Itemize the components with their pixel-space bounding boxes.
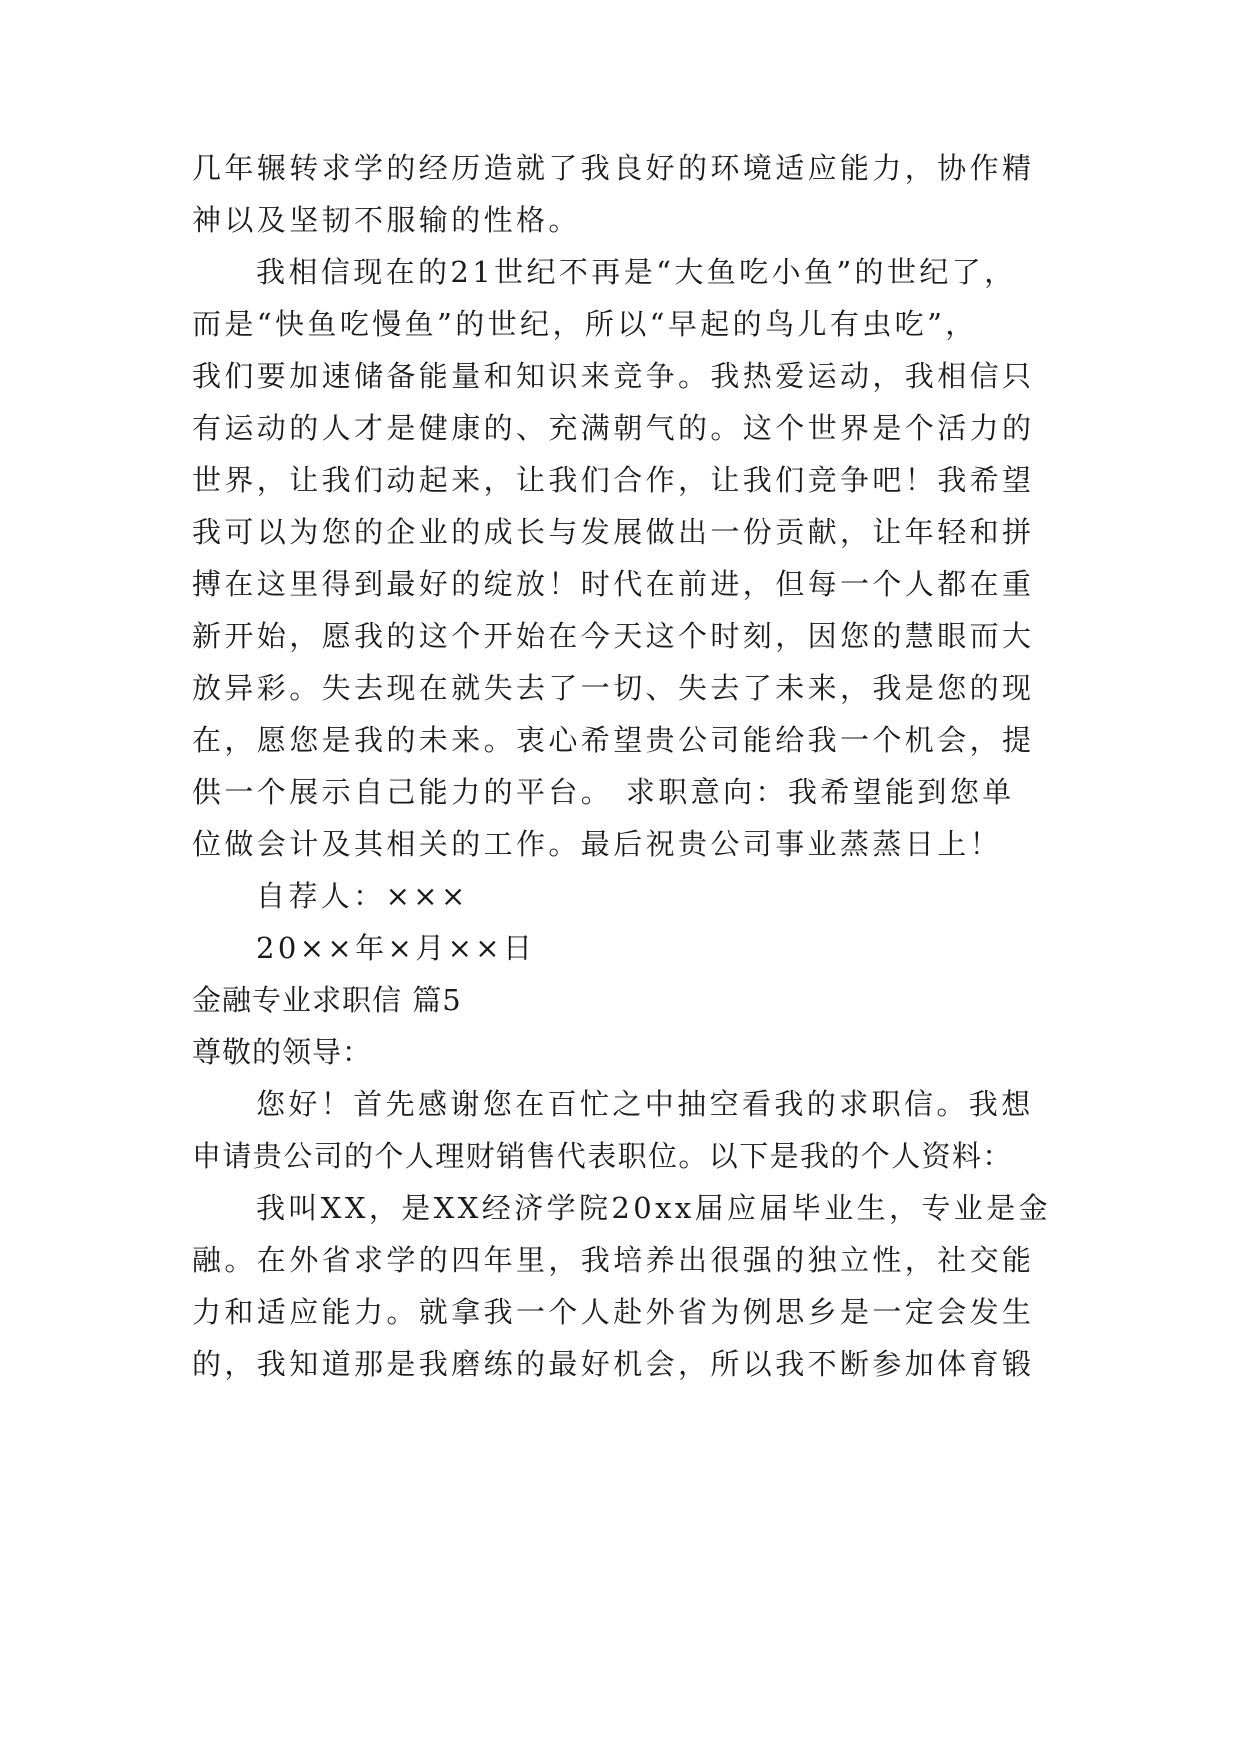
paragraph-line: 新开始，愿我的这个开始在今天这个时刻，因您的慧眼而大 — [192, 619, 1035, 653]
paragraph-line: 在，愿您是我的未来。衷心希望贵公司能给我一个机会，提 — [192, 723, 1035, 757]
paragraph-line: 几年辗转求学的经历造就了我良好的环境适应能力，协作精 — [192, 151, 1035, 185]
paragraph-line: 世界，让我们动起来，让我们合作，让我们竞争吧！我希望 — [192, 463, 1035, 497]
paragraph-line: 的，我知道那是我磨练的最好机会，所以我不断参加体育锻 — [192, 1347, 1035, 1381]
signature-line: 自荐人：××× — [256, 879, 469, 913]
paragraph-line: 融。在外省求学的四年里，我培养出很强的独立性，社交能 — [192, 1243, 1035, 1277]
section-title: 金融专业求职信 篇5 — [192, 983, 462, 1017]
salutation: 尊敬的领导： — [192, 1035, 373, 1069]
paragraph-line: 我相信现在的21世纪不再是“大鱼吃小鱼”的世纪了， — [256, 255, 1017, 289]
paragraph-line: 供一个展示自己能力的平台。 求职意向：我希望能到您单 — [192, 775, 1015, 809]
paragraph-line: 我可以为您的企业的成长与发展做出一份贡献，让年轻和拼 — [192, 515, 1035, 549]
paragraph-line: 位做会计及其相关的工作。最后祝贵公司事业蒸蒸日上！ — [192, 827, 1003, 861]
paragraph-line: 而是“快鱼吃慢鱼”的世纪，所以“早起的鸟儿有虫吃”， — [192, 307, 978, 341]
paragraph-line: 有运动的人才是健康的、充满朝气的。这个世界是个活力的 — [192, 411, 1035, 445]
paragraph-line: 我们要加速储备能量和知识来竞争。我热爱运动，我相信只 — [192, 359, 1035, 393]
paragraph-line: 神以及坚韧不服输的性格。 — [192, 203, 581, 237]
paragraph-line: 放异彩。失去现在就失去了一切、失去了未来，我是您的现 — [192, 671, 1035, 705]
paragraph-line: 您好！首先感谢您在百忙之中抽空看我的求职信。我想 — [256, 1087, 1034, 1121]
date-line: 20××年×月××日 — [256, 931, 536, 965]
paragraph-line: 搏在这里得到最好的绽放！时代在前进，但每一个人都在重 — [192, 567, 1035, 601]
paragraph-line: 申请贵公司的个人理财销售代表职位。以下是我的个人资料： — [192, 1139, 1013, 1173]
paragraph-line: 力和适应能力。就拿我一个人赴外省为例思乡是一定会发生 — [192, 1295, 1035, 1329]
paragraph-line: 我叫XX，是XX经济学院20xx届应届毕业生，专业是金 — [256, 1191, 1051, 1225]
